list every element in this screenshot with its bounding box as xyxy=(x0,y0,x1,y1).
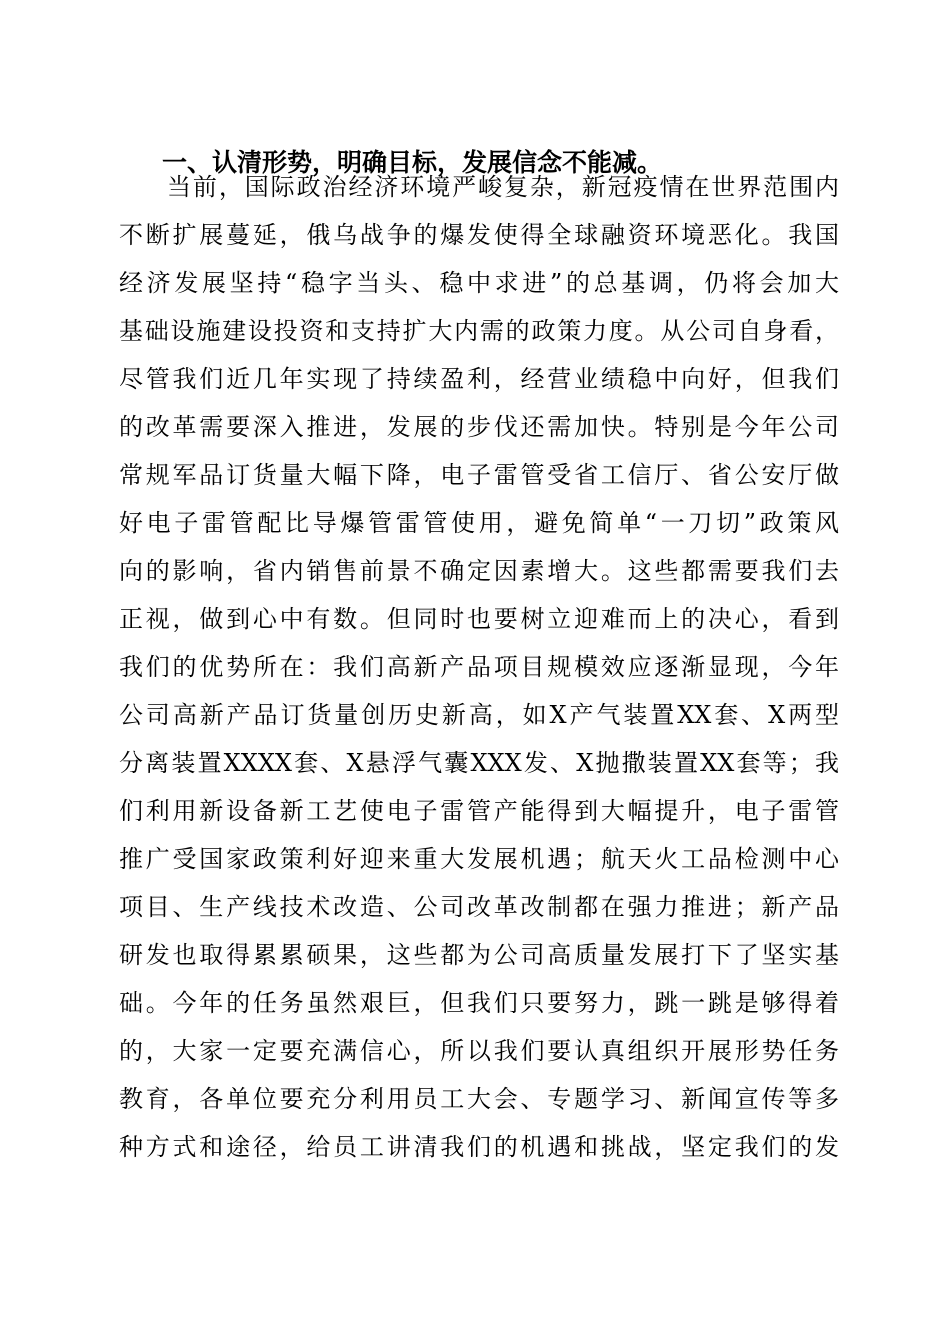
paragraph-line: 常规军品订货量大幅下降，电子雷管受省工信厅、省公安厅做 xyxy=(119,461,839,489)
paragraph-line: 基础设施建设投资和支持扩大内需的政策力度。从公司自身看， xyxy=(119,317,839,345)
paragraph-line: 好电子雷管配比导爆管雷管使用，避免简单“一刀切”政策风 xyxy=(119,509,839,537)
paragraph-line: 的改革需要深入推进，发展的步伐还需加快。特别是今年公司 xyxy=(119,413,839,441)
paragraph-line: 分离装置XXXX套、X悬浮气囊XXX发、X抛撒装置XX套等；我 xyxy=(119,749,839,777)
paragraph-line: 们利用新设备新工艺使电子雷管产能得到大幅提升，电子雷管 xyxy=(119,797,839,825)
paragraph-line: 当前，国际政治经济环境严峻复杂，新冠疫情在世界范围内 xyxy=(167,173,839,201)
paragraph-line: 向的影响，省内销售前景不确定因素增大。这些都需要我们去 xyxy=(119,557,839,585)
paragraph-line: 推广受国家政策利好迎来重大发展机遇；航天火工品检测中心 xyxy=(119,845,839,873)
paragraph-line: 不断扩展蔓延，俄乌战争的爆发使得全球融资环境恶化。我国 xyxy=(119,221,839,249)
paragraph-line: 公司高新产品订货量创历史新高，如X产气装置XX套、X两型 xyxy=(119,701,839,729)
section-heading: 一、认清形势，明确目标，发展信念不能减。 xyxy=(162,148,663,177)
paragraph-line: 的，大家一定要充满信心，所以我们要认真组织开展形势任务 xyxy=(119,1037,839,1065)
paragraph-line: 础。今年的任务虽然艰巨，但我们只要努力，跳一跳是够得着 xyxy=(119,989,839,1017)
paragraph-line: 我们的优势所在：我们高新产品项目规模效应逐渐显现，今年 xyxy=(119,653,839,681)
paragraph-line: 种方式和途径，给员工讲清我们的机遇和挑战，坚定我们的发 xyxy=(119,1133,839,1161)
body-paragraph xyxy=(119,163,839,1171)
paragraph-line: 经济发展坚持“稳字当头、稳中求进”的总基调，仍将会加大 xyxy=(119,269,839,297)
paragraph-line: 项目、生产线技术改造、公司改革改制都在强力推进；新产品 xyxy=(119,893,839,921)
paragraph-line: 正视，做到心中有数。但同时也要树立迎难而上的决心，看到 xyxy=(119,605,839,633)
paragraph-line: 研发也取得累累硕果，这些都为公司高质量发展打下了坚实基 xyxy=(119,941,839,969)
paragraph-line: 教育，各单位要充分利用员工大会、专题学习、新闻宣传等多 xyxy=(119,1085,839,1113)
paragraph-line: 尽管我们近几年实现了持续盈利，经营业绩稳中向好，但我们 xyxy=(119,365,839,393)
